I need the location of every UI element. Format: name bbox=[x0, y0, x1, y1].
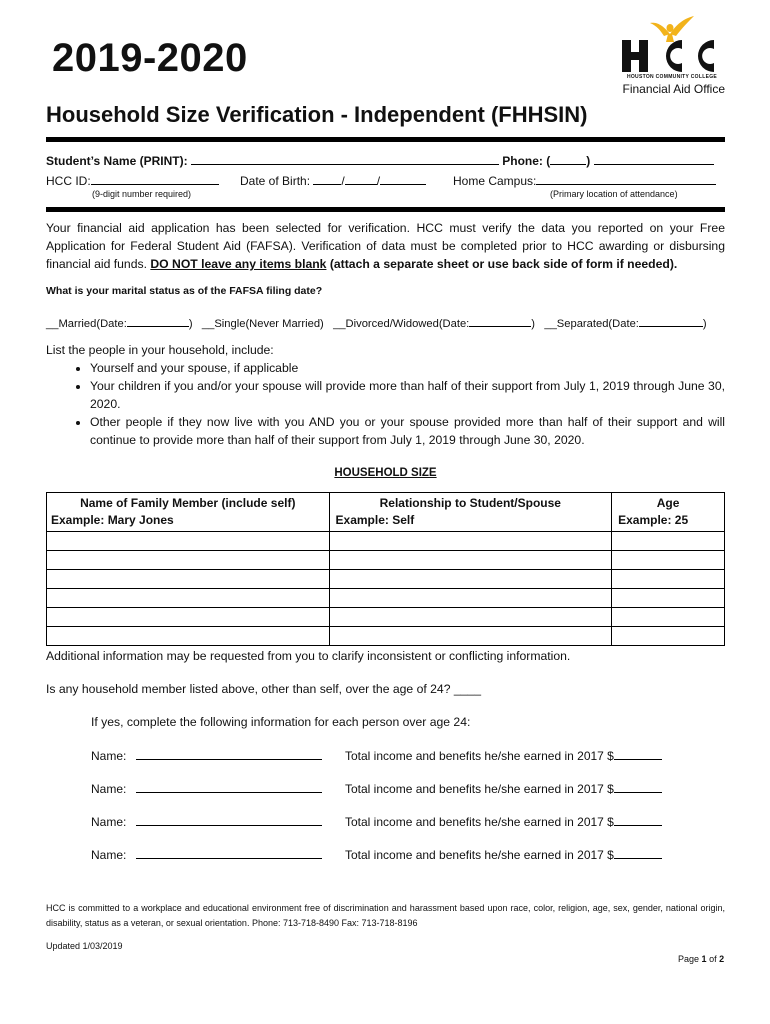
list-item: • Other people if they now live with you AND you or your spouse provided more than half of their support and will continue to provide more than half of their support from July 1, 2019 through June 30, 2020. bbox=[90, 413, 725, 449]
student-name-label: Student’s Name (PRINT): bbox=[46, 154, 188, 168]
column-example: Example: Mary Jones bbox=[51, 513, 174, 527]
household-table bbox=[46, 492, 725, 646]
over-24-question-row bbox=[46, 682, 481, 696]
married-date-field[interactable] bbox=[127, 314, 189, 327]
column-example: Example: 25 bbox=[618, 513, 689, 527]
table-row bbox=[47, 570, 725, 589]
income-label: Total income and benefits he/she earned in 2017 $ bbox=[345, 848, 614, 862]
table-cell[interactable] bbox=[329, 589, 612, 608]
hcc-id-field[interactable] bbox=[91, 172, 219, 185]
column-header: Relationship to Student/Spouse bbox=[379, 496, 561, 510]
table-row bbox=[47, 627, 725, 646]
table-cell[interactable] bbox=[47, 551, 330, 570]
table-row bbox=[47, 551, 725, 570]
marital-options bbox=[46, 314, 707, 330]
income-row bbox=[345, 747, 662, 763]
phone-number-field[interactable] bbox=[594, 152, 714, 165]
table-cell[interactable] bbox=[47, 627, 330, 646]
campus-row bbox=[453, 172, 716, 188]
column-header: Age bbox=[656, 496, 680, 510]
additional-info-note: Additional information may be requested from you to clarify inconsistent or conflicting information. bbox=[46, 649, 571, 663]
intro-paragraph bbox=[46, 219, 725, 273]
hcc-id-note: (9-digit number required) bbox=[92, 189, 192, 199]
name-label: Name: bbox=[91, 749, 127, 763]
page-of: of bbox=[709, 954, 717, 964]
over-24-answer-field[interactable]: ____ bbox=[453, 682, 481, 696]
campus-note: (Primary location of attendance) bbox=[550, 189, 678, 199]
page-current: 1 bbox=[701, 954, 707, 964]
dob-slash: / bbox=[341, 174, 345, 188]
org-name: HOUSTON COMMUNITY COLLEGE bbox=[626, 74, 718, 80]
income-amount-field[interactable] bbox=[614, 813, 662, 826]
intro-warning: DO NOT leave any items blank bbox=[150, 257, 327, 271]
person-name-field[interactable] bbox=[136, 780, 322, 793]
name-label: Name: bbox=[91, 782, 127, 796]
over-24-row bbox=[91, 846, 322, 862]
phone-paren: ) bbox=[586, 154, 591, 168]
divorced-date-field[interactable] bbox=[469, 314, 531, 327]
table-row bbox=[47, 608, 725, 627]
separated-option[interactable]: __Separated(Date: bbox=[544, 318, 639, 330]
over-24-question: Is any household member listed above, other than self, over the age of 24? bbox=[46, 682, 451, 696]
column-header: Name of Family Member (include self) bbox=[80, 496, 296, 510]
divider-top bbox=[46, 137, 725, 142]
updated-date: Updated 1/03/2019 bbox=[46, 941, 123, 951]
person-name-field[interactable] bbox=[136, 747, 322, 760]
divorced-option[interactable]: __Divorced/Widowed(Date: bbox=[333, 318, 470, 330]
income-amount-field[interactable] bbox=[614, 780, 662, 793]
table-cell[interactable] bbox=[47, 570, 330, 589]
col-name-header bbox=[47, 493, 330, 532]
single-option[interactable]: __Single(Never Married) bbox=[201, 318, 324, 330]
married-option[interactable]: __Married(Date: bbox=[46, 318, 127, 330]
over-24-row bbox=[91, 747, 322, 763]
income-row bbox=[345, 780, 662, 796]
dob-day-field[interactable] bbox=[345, 172, 377, 185]
campus-field[interactable] bbox=[536, 172, 716, 185]
hcc-logo bbox=[612, 12, 728, 90]
income-row bbox=[345, 813, 662, 829]
over-24-row bbox=[91, 780, 322, 796]
divorced-paren: ) bbox=[531, 318, 536, 330]
marital-question: What is your marital status as of the FAFSA filing date? bbox=[46, 285, 323, 297]
table-row bbox=[47, 589, 725, 608]
table-header-row bbox=[47, 493, 725, 532]
income-label: Total income and benefits he/she earned in 2017 $ bbox=[345, 782, 614, 796]
table-cell[interactable] bbox=[612, 551, 725, 570]
over-24-instruction: If yes, complete the following information for each person over age 24: bbox=[91, 715, 471, 729]
intro-attach: (attach a separate sheet or use back side of form if needed). bbox=[329, 257, 678, 271]
phone-area-field[interactable] bbox=[550, 152, 586, 165]
page-number bbox=[678, 954, 724, 964]
income-amount-field[interactable] bbox=[614, 747, 662, 760]
col-age-header bbox=[612, 493, 725, 532]
over-24-row bbox=[91, 813, 322, 829]
table-cell[interactable] bbox=[329, 551, 612, 570]
student-name-field[interactable] bbox=[191, 152, 499, 165]
divider-middle bbox=[46, 207, 725, 212]
office-name: Financial Aid Office bbox=[622, 82, 725, 96]
student-name-row bbox=[46, 152, 714, 168]
household-criteria-list bbox=[46, 359, 725, 449]
person-name-field[interactable] bbox=[136, 846, 322, 859]
income-row bbox=[345, 846, 662, 862]
table-cell[interactable] bbox=[612, 608, 725, 627]
list-item: • Your children if you and/or your spouse will provide more than half of their support from July 1, 2019 through June 30, 2020. bbox=[90, 377, 725, 413]
table-cell[interactable] bbox=[612, 532, 725, 551]
col-relationship-header bbox=[329, 493, 612, 532]
hcc-id-label: HCC ID: bbox=[46, 174, 91, 188]
dob-month-field[interactable] bbox=[313, 172, 341, 185]
name-label: Name: bbox=[91, 815, 127, 829]
table-cell[interactable] bbox=[612, 570, 725, 589]
phone-label: Phone: ( bbox=[502, 154, 551, 168]
table-row bbox=[47, 532, 725, 551]
dob-label: Date of Birth: bbox=[240, 174, 311, 188]
household-instructions bbox=[46, 341, 725, 449]
income-amount-field[interactable] bbox=[614, 846, 662, 859]
page-label: Page bbox=[678, 954, 700, 964]
table-cell[interactable] bbox=[47, 589, 330, 608]
table-cell[interactable] bbox=[329, 532, 612, 551]
name-label: Name: bbox=[91, 848, 127, 862]
income-label: Total income and benefits he/she earned in 2017 $ bbox=[345, 815, 614, 829]
table-cell[interactable] bbox=[612, 589, 725, 608]
separated-paren: ) bbox=[702, 318, 707, 330]
list-item: • Yourself and your spouse, if applicable bbox=[90, 359, 725, 377]
table-cell[interactable] bbox=[329, 608, 612, 627]
table-cell[interactable] bbox=[47, 608, 330, 627]
married-paren: ) bbox=[188, 318, 193, 330]
student-id-row bbox=[46, 172, 219, 188]
page-total: 2 bbox=[719, 954, 725, 964]
campus-label: Home Campus: bbox=[453, 174, 537, 188]
table-cell[interactable] bbox=[329, 570, 612, 589]
table-cell[interactable] bbox=[329, 627, 612, 646]
dob-row bbox=[240, 172, 426, 188]
dob-year-field[interactable] bbox=[380, 172, 426, 185]
form-year: 2019-2020 bbox=[52, 36, 248, 80]
form-title: Household Size Verification - Independent (FHHSIN) bbox=[46, 102, 588, 127]
person-name-field[interactable] bbox=[136, 813, 322, 826]
household-intro: List the people in your household, include: bbox=[46, 343, 274, 357]
separated-date-field[interactable] bbox=[639, 314, 703, 327]
income-label: Total income and benefits he/she earned in 2017 $ bbox=[345, 749, 614, 763]
nondiscrimination-statement: HCC is committed to a workplace and educational environment free of discrimination and harassment based upon race, color, religion, age, sex, gender, national origin, disability, status as a veteran, or sexual orientation. Phone: 713-718-8490 Fax: 713-718-8196 bbox=[46, 903, 725, 928]
dob-slash: / bbox=[376, 174, 381, 188]
household-size-title: HOUSEHOLD SIZE bbox=[334, 467, 437, 479]
intro-text: Your financial aid application has been selected for verification. HCC must verify the data you reported on your Free Application for Federal Student Aid (FAFSA). Verification of data must be completed prior to HCC awarding or disbursing financial aid funds. bbox=[46, 221, 725, 271]
column-example: Example: Self bbox=[335, 513, 415, 527]
table-cell[interactable] bbox=[612, 627, 725, 646]
table-cell[interactable] bbox=[47, 532, 330, 551]
